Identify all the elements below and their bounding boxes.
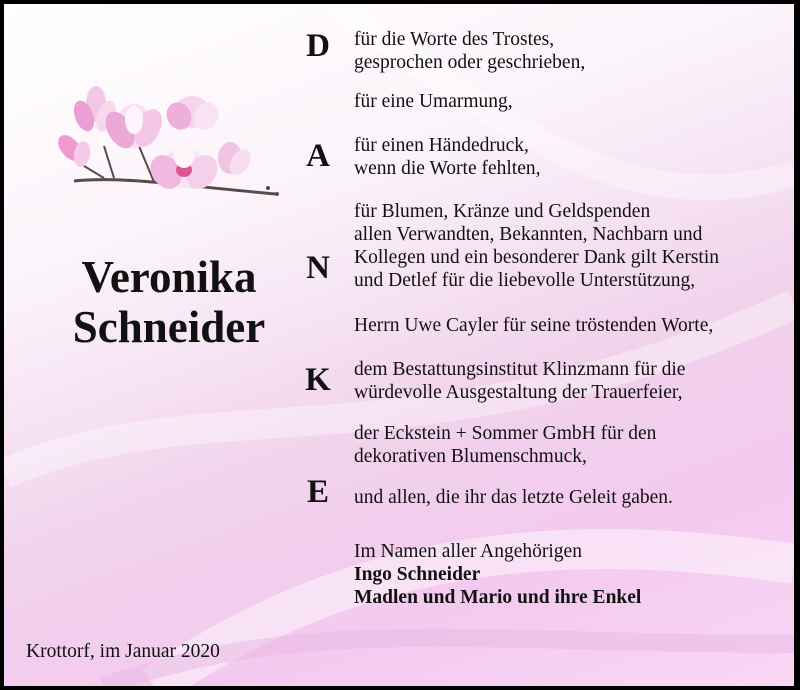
text-line: der Eckstein + Sommer GmbH für den (354, 423, 657, 444)
signature-name: Ingo Schneider (354, 564, 481, 585)
acrostic-letter: N (306, 250, 330, 286)
text-line: Kollegen und ein besonderer Dank gilt Kerstin (354, 247, 719, 268)
text-line: gesprochen oder geschrieben, (354, 52, 586, 73)
last-name: Schneider (72, 302, 266, 352)
text-line: würdevolle Ausgestaltung der Trauerfeier, (354, 382, 683, 403)
thanks-paragraph (354, 134, 792, 180)
signature-intro: Im Namen aller Angehörigen (354, 541, 582, 562)
acrostic-letter: A (306, 138, 330, 174)
thanks-paragraph (354, 486, 792, 509)
thank-you-notice (4, 4, 794, 686)
text-line: allen Verwandten, Bekannten, Nachbarn und (354, 224, 703, 245)
deceased-name (26, 252, 312, 352)
place-date: Krottorf, im Januar 2020 (26, 641, 220, 662)
text-line: und Detlef für die liebevolle Unterstützung, (354, 270, 696, 291)
magnolia-branch-icon (44, 86, 284, 216)
text-line: Herrn Uwe Cayler für seine tröstenden Worte, (354, 315, 714, 336)
thanks-paragraph (354, 90, 792, 113)
text-line: für einen Händedruck, (354, 135, 529, 156)
thanks-paragraph (354, 314, 792, 337)
text-line: dekorativen Blumenschmuck, (354, 446, 587, 467)
acrostic-letter: E (306, 474, 329, 510)
thanks-paragraph (354, 422, 792, 468)
text-line: dem Bestattungsinstitut Klinzmann für die (354, 359, 686, 380)
thanks-paragraph (354, 200, 792, 292)
signature-family: Madlen und Mario und ihre Enkel (354, 587, 642, 608)
first-name: Veronika (81, 252, 257, 302)
acrostic-letter: D (306, 28, 330, 64)
text-line: für eine Umarmung, (354, 91, 513, 112)
thanks-paragraph (354, 28, 792, 74)
text-line: wenn die Worte fehlten, (354, 158, 541, 179)
acrostic-letter: K (305, 362, 331, 398)
signature-block (354, 540, 792, 609)
text-line: und allen, die ihr das letzte Geleit gaben. (354, 487, 673, 508)
text-line: für Blumen, Kränze und Geldspenden (354, 201, 651, 222)
thanks-paragraph (354, 358, 792, 404)
text-line: für die Worte des Trostes, (354, 29, 555, 50)
